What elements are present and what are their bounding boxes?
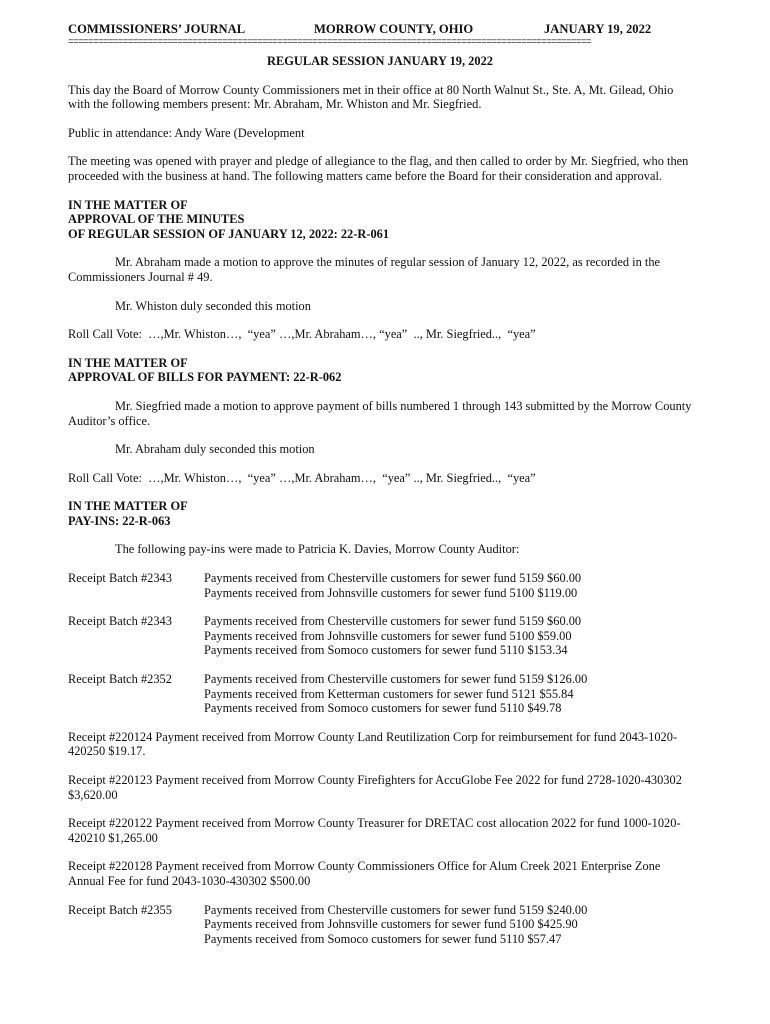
matter-heading-line: OF REGULAR SESSION OF JANUARY 12, 2022: 22-R-061 <box>68 226 390 241</box>
second-paragraph: Mr. Whiston duly seconded this motion <box>115 298 311 313</box>
receipt-batch-lines <box>204 614 581 658</box>
payment-line: Payments received from Chesterville customers for sewer fund 5159 $60.00 <box>204 571 582 586</box>
journal-title: COMMISSIONERS’ JOURNAL <box>68 22 246 36</box>
receipt-batch <box>68 903 708 947</box>
matter-heading-bills <box>68 356 770 385</box>
matter-heading-line: APPROVAL OF BILLS FOR PAYMENT: 22-R-062 <box>68 370 342 385</box>
payment-line: Payments received from Johnsville customers for sewer fund 5100 $425.90 <box>204 917 578 932</box>
public-attendance: Public in attendance: Andy Ware (Development <box>68 125 305 140</box>
matter-heading-line: IN THE MATTER OF <box>68 197 188 212</box>
receipt-paragraph: Receipt #220122 Payment received from Morrow County Treasurer for DRETAC cost allocation 2022 for fund 1000-1020-420210 $1,265.00 <box>68 816 681 845</box>
motion-paragraph: Mr. Abraham made a motion to approve the minutes of regular session of January 12, 2022, as recorded in the Commissioners Journal # 49. <box>68 255 661 284</box>
county-name: MORROW COUNTY, OHIO <box>314 22 474 36</box>
payins-intro: The following pay-ins were made to Patricia K. Davies, Morrow County Auditor: <box>115 542 520 557</box>
payment-line: Payments received from Chesterville customers for sewer fund 5159 $126.00 <box>204 672 588 687</box>
page-header <box>68 22 692 37</box>
payment-line: Payments received from Somoco customers for sewer fund 5110 $153.34 <box>204 643 568 658</box>
payment-line: Payments received from Chesterville customers for sewer fund 5159 $240.00 <box>204 902 588 917</box>
receipt-batch <box>68 571 708 600</box>
payment-line: Payments received from Somoco customers for sewer fund 5110 $49.78 <box>204 701 562 716</box>
receipt-batch-label: Receipt Batch #2343 <box>68 614 172 629</box>
receipt-batch-label: Receipt Batch #2352 <box>68 672 172 687</box>
roll-call-vote: Roll Call Vote: …,Mr. Whiston…, “yea” …,Mr. Abraham…, “yea” .., Mr. Siegfried.., “yea” <box>68 470 536 485</box>
second-paragraph: Mr. Abraham duly seconded this motion <box>115 442 315 457</box>
receipt-batch <box>68 614 708 658</box>
receipt-batch-lines <box>204 672 587 716</box>
receipt-paragraph: Receipt #220128 Payment received from Morrow County Commissioners Office for Alum Creek 2021 Enterprise Zone Annual Fee for fund 2043-1030-430302 $500.00 <box>68 859 661 888</box>
matter-heading-line: IN THE MATTER OF <box>68 499 188 514</box>
receipt-paragraph: Receipt #220123 Payment received from Morrow County Firefighters for AccuGlobe Fee 2022 for fund 2728-1020-430302 $3,620.00 <box>68 773 682 802</box>
receipt-batch-lines <box>204 571 581 600</box>
matter-heading-line: APPROVAL OF THE MINUTES <box>68 212 245 227</box>
matter-heading-payins <box>68 499 770 528</box>
motion-paragraph: Mr. Siegfried made a motion to approve payment of bills numbered 1 through 143 submitted by the Morrow County Auditor’s office. <box>68 398 692 428</box>
session-title: REGULAR SESSION JANUARY 19, 2022 <box>267 54 493 68</box>
receipt-batch-lines <box>204 903 587 947</box>
payment-line: Payments received from Somoco customers for sewer fund 5110 $57.47 <box>204 931 562 946</box>
matter-heading-minutes <box>68 198 770 242</box>
payment-line: Payments received from Chesterville customers for sewer fund 5159 $60.00 <box>204 614 582 629</box>
matter-heading-line: IN THE MATTER OF <box>68 355 188 370</box>
intro-paragraph: This day the Board of Morrow County Commissioners met in their office at 80 North Walnut St., Ste. A, Mt. Gilead, Ohio with the following members present: Mr. Abraham, Mr. Whiston and Mr. Siegfried. <box>68 82 674 112</box>
receipt-batch <box>68 672 708 716</box>
matter-heading-line: PAY-INS: 22-R-063 <box>68 513 171 528</box>
roll-call-vote: Roll Call Vote: …,Mr. Whiston…, “yea” …,Mr. Abraham…, “yea” .., Mr. Siegfried.., “yea” <box>68 327 536 342</box>
receipt-paragraph: Receipt #220124 Payment received from Morrow County Land Reutilization Corp for reimbursement for fund 2043-1020-420250 $19.17. <box>68 729 678 759</box>
opening-paragraph: The meeting was opened with prayer and pledge of allegiance to the flag, and then called to order by Mr. Siegfried, who then proceeded with the business at hand. The following matters came before the Board for their consideration and approval. <box>68 154 689 183</box>
header-rule: ========================================================================================================= <box>68 36 591 47</box>
payment-line: Payments received from Johnsville customers for sewer fund 5100 $59.00 <box>204 628 572 643</box>
payment-line: Payments received from Johnsville customers for sewer fund 5100 $119.00 <box>204 585 578 600</box>
receipt-batch-label: Receipt Batch #2355 <box>68 902 172 917</box>
payment-line: Payments received from Ketterman customers for sewer fund 5121 $55.84 <box>204 686 574 701</box>
journal-date: JANUARY 19, 2022 <box>544 22 652 36</box>
receipt-batch-label: Receipt Batch #2343 <box>68 571 172 586</box>
